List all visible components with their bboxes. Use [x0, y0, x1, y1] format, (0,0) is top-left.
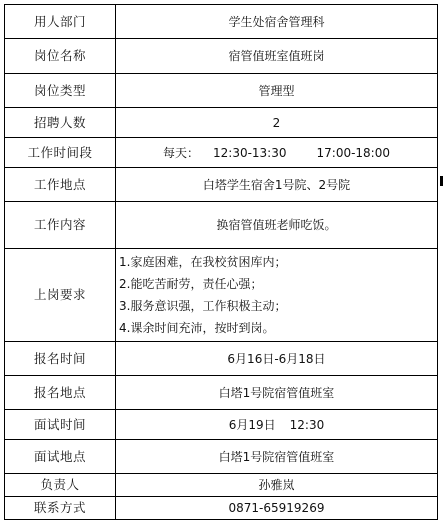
- work-hours-prefix: 每天：: [162, 145, 199, 160]
- requirement-item: 4.课余时间充沛，按时到岗。: [119, 321, 275, 335]
- registration-place-value: 白塔1号院宿管值班室: [116, 376, 438, 410]
- row-contact-person: [5, 474, 438, 497]
- work-hours-label: 工作时间段: [5, 138, 116, 168]
- work-hours-value: [116, 138, 438, 168]
- row-location: [5, 168, 438, 202]
- requirement-item: 3.服务意识强，工作积极主动；: [119, 299, 287, 313]
- row-registration-time: [5, 342, 438, 376]
- position-type-value: 管理型: [116, 74, 438, 108]
- edge-tick-mark: [440, 176, 443, 186]
- registration-place-label: 报名地点: [5, 376, 116, 410]
- contact-phone-label: 联系方式: [5, 497, 116, 520]
- work-hours-slot-1: 12:30-13:30: [213, 145, 287, 160]
- row-headcount: [5, 108, 438, 138]
- interview-place-value: 白塔1号院宿管值班室: [116, 440, 438, 474]
- requirement-item: 2.能吃苦耐劳，责任心强；: [119, 277, 263, 291]
- position-name-label: 岗位名称: [5, 39, 116, 74]
- requirement-item: 1.家庭困难，在我校贫困库内；: [119, 255, 287, 269]
- department-label: 用人部门: [5, 5, 116, 39]
- row-position-name: [5, 39, 438, 74]
- registration-time-label: 报名时间: [5, 342, 116, 376]
- location-label: 工作地点: [5, 168, 116, 202]
- headcount-label: 招聘人数: [5, 108, 116, 138]
- position-name-value: 宿管值班室值班岗: [116, 39, 438, 74]
- row-work-hours: [5, 138, 438, 168]
- location-value: 白塔学生宿舍1号院、2号院: [116, 168, 438, 202]
- interview-time-label: 面试时间: [5, 410, 116, 440]
- registration-time-value: 6月16日-6月18日: [116, 342, 438, 376]
- job-posting-table: [4, 4, 438, 520]
- position-type-label: 岗位类型: [5, 74, 116, 108]
- interview-date: 6月19日: [228, 417, 276, 432]
- row-contact-phone: [5, 497, 438, 520]
- row-interview-time: [5, 410, 438, 440]
- department-value: 学生处宿舍管理科: [116, 5, 438, 39]
- headcount-value: 2: [116, 108, 438, 138]
- contact-phone-value: 0871-65919269: [116, 497, 438, 520]
- row-department: [5, 5, 438, 39]
- interview-place-label: 面试地点: [5, 440, 116, 474]
- interview-clock: 12:30: [289, 417, 325, 432]
- row-position-type: [5, 74, 438, 108]
- requirements-label: 上岗要求: [5, 249, 116, 342]
- row-interview-place: [5, 440, 438, 474]
- contact-person-value: 孙雅岚: [116, 474, 438, 497]
- contact-person-label: 负责人: [5, 474, 116, 497]
- duties-label: 工作内容: [5, 202, 116, 249]
- row-registration-place: [5, 376, 438, 410]
- row-duties: [5, 202, 438, 249]
- requirements-value: [116, 249, 438, 342]
- work-hours-slot-2: 17:00-18:00: [316, 145, 390, 160]
- row-requirements: [5, 249, 438, 342]
- duties-value: 换宿管值班老师吃饭。: [116, 202, 438, 249]
- interview-time-value: [116, 410, 438, 440]
